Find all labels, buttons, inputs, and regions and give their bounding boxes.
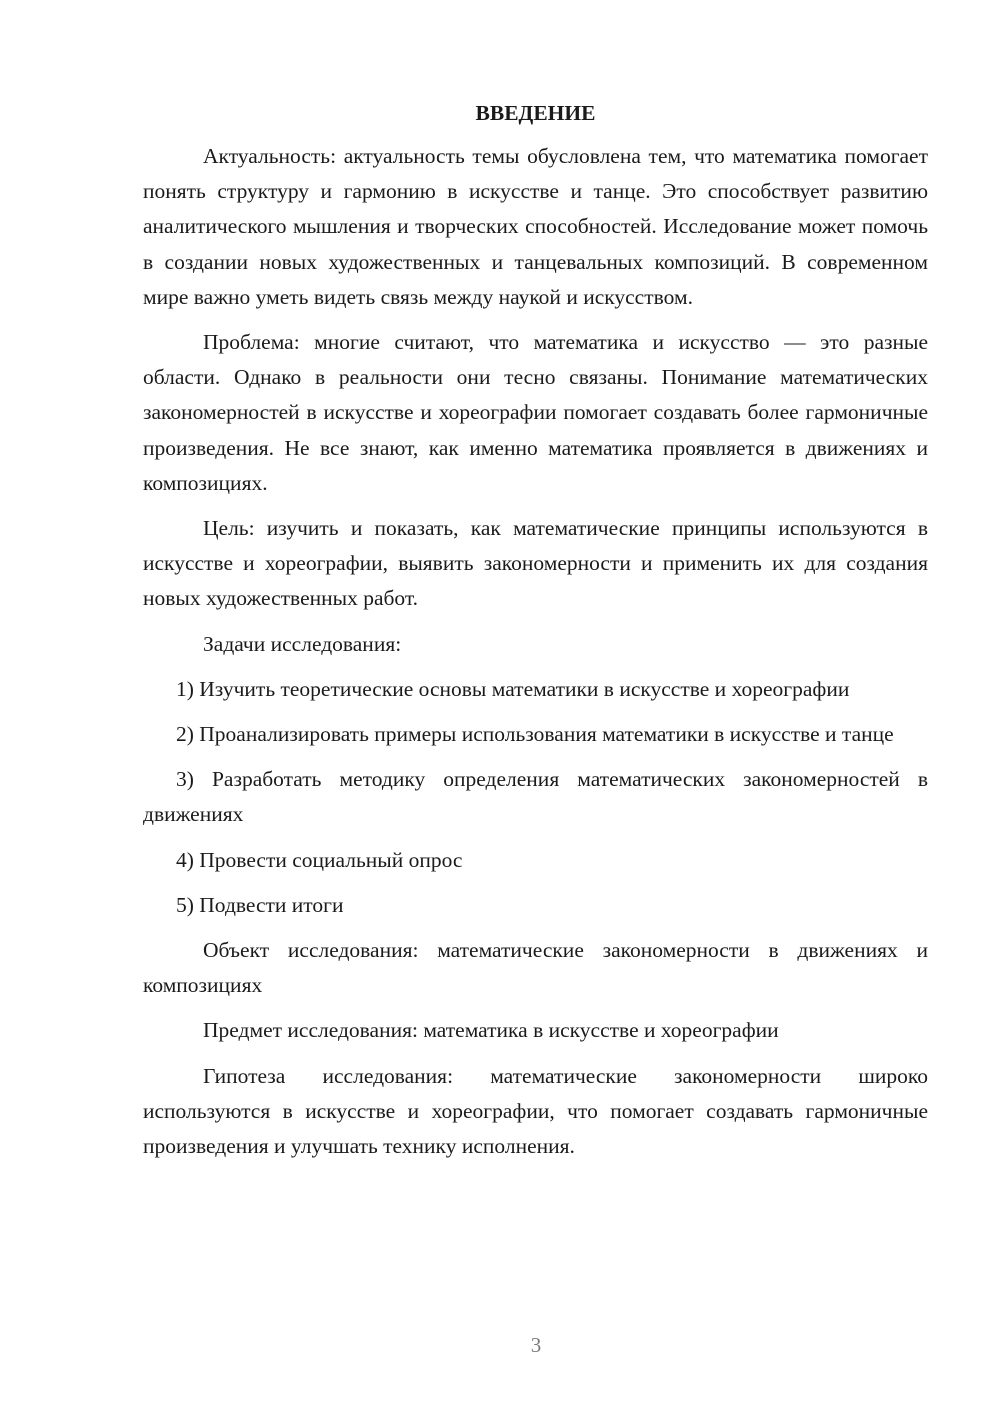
page-number: 3 [530,1333,542,1357]
task-item-4: 4) Провести социальный опрос [176,847,463,872]
tasks-heading: Задачи исследования: [203,631,402,656]
document-page [143,96,928,1174]
goal-paragraph: Цель: изучить и показать, как математические принципы используются в искусстве и хореографии, выявить закономерности и применить их для создания новых художественных работ. [143,516,928,611]
task-item-5: 5) Подвести итоги [176,892,344,917]
hypothesis-paragraph: Гипотеза исследования: математические закономерности широко используются в искусстве и хореографии, что помогает создавать гармоничные произведения и улучшать технику исполнения. [143,1063,928,1159]
object-paragraph: Объект исследования: математические закономерности в движениях и композициях [143,938,928,998]
task-item-3: 3) Разработать методику определения математических закономерностей в движениях [143,767,928,827]
subject-paragraph: Предмет исследования: математика в искусстве и хореографии [203,1018,779,1043]
problem-paragraph: Проблема: многие считают, что математика и искусство — это разные области. Однако в реальности они тесно связаны. Понимание математических закономерностей в искусстве и хореографии помогает создавать более гармоничные произведения. Не все знают, как именно математика проявляется в движениях и композициях. [143,330,928,495]
section-title: ВВЕДЕНИЕ [475,101,596,125]
task-item-1: 1) Изучить теоретические основы математики в искусстве и хореографии [176,676,850,701]
relevance-paragraph: Актуальность: актуальность темы обусловлена тем, что математика помогает понять структуру и гармонию в искусстве и танце. Это способствует развитию аналитического мышления и творческих способностей. Исследование может помочь в создании новых художественных и танцевальных композиций. В современном мире важно уметь видеть связь между наукой и искусством. [143,144,928,309]
task-item-2: 2) Проанализировать примеры использования математики в искусстве и танце [176,722,894,747]
